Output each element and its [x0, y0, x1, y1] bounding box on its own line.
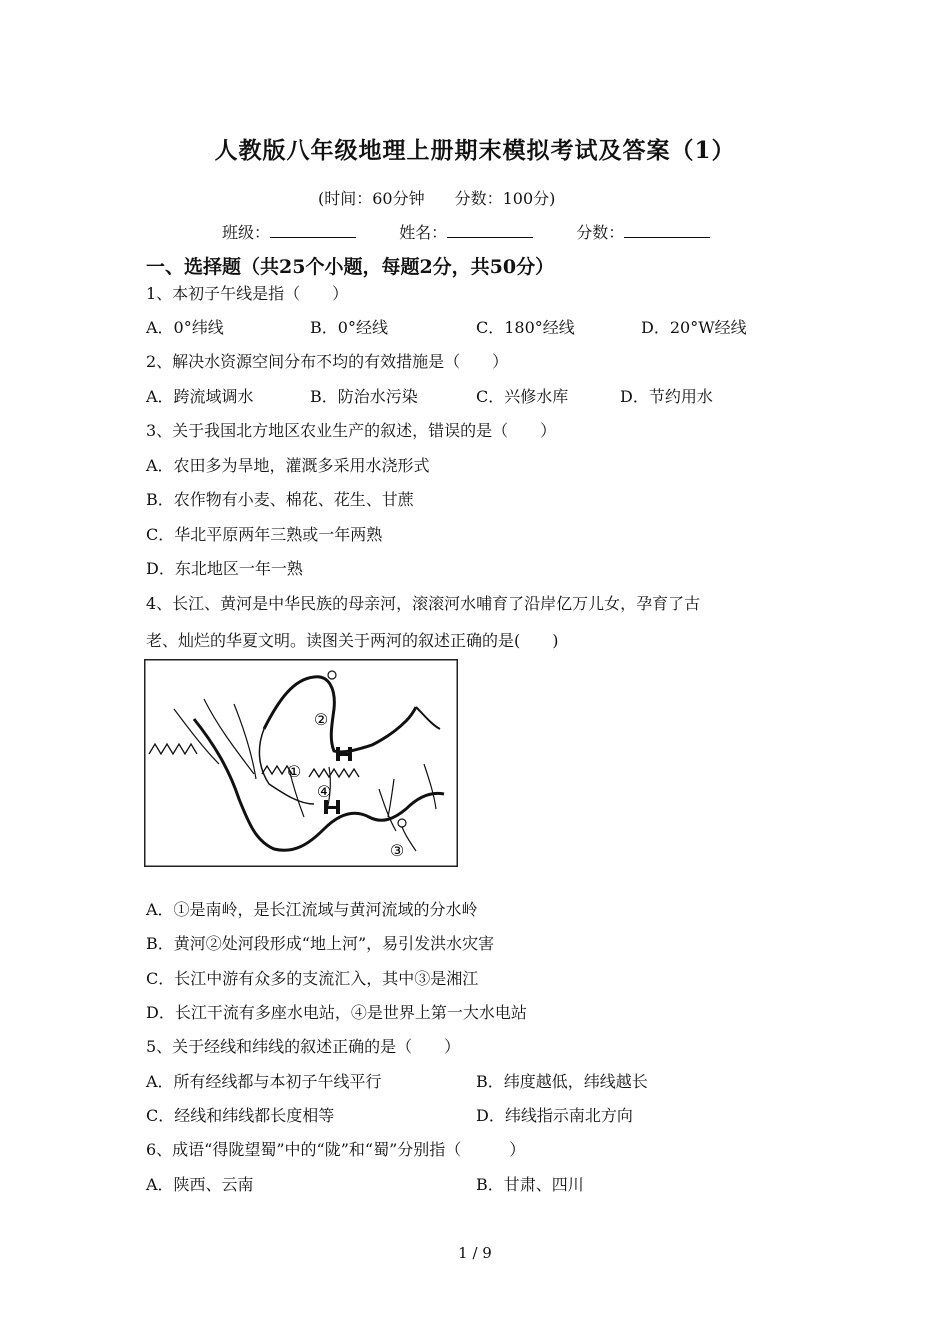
score-label: 分数： [576, 223, 625, 242]
q1-option-b[interactable]: B．0°经线 [310, 318, 388, 337]
q2-option-c[interactable]: C．兴修水库 [476, 387, 569, 406]
exam-info [318, 186, 555, 209]
q3-option-a[interactable]: A．农田多为旱地，灌溉多采用水浇形式 [146, 456, 430, 475]
q2-option-b[interactable]: B．防治水污染 [310, 387, 418, 406]
q4-stem-line1: 4、长江、黄河是中华民族的母亲河，滚滚河水哺育了沿岸亿万儿女，孕育了古 [146, 594, 701, 613]
q3-option-d[interactable]: D．东北地区一年一熟 [146, 559, 303, 578]
q3-stem: 3、关于我国北方地区农业生产的叙述，错误的是（ ） [146, 421, 557, 440]
q5-option-b[interactable]: B．纬度越低，纬线越长 [476, 1072, 648, 1091]
name-label: 姓名： [399, 223, 448, 242]
q5-stem: 5、关于经线和纬线的叙述正确的是（ ） [146, 1037, 461, 1056]
class-blank[interactable] [270, 223, 356, 238]
q2-option-d[interactable]: D．节约用水 [620, 387, 713, 406]
q6-option-a[interactable]: A．陕西、云南 [146, 1175, 254, 1194]
exam-time: (时间：60分钟 [318, 189, 425, 208]
q1-option-d[interactable]: D．20°W经线 [641, 318, 747, 337]
two-rivers-map [144, 659, 458, 867]
name-blank[interactable] [447, 223, 533, 238]
q2-option-a[interactable]: A．跨流域调水 [146, 387, 254, 406]
student-info [222, 220, 748, 243]
class-label: 班级： [222, 223, 271, 242]
map-label-1: ① [286, 762, 302, 781]
q4-option-c[interactable]: C．长江中游有众多的支流汇入，其中③是湘江 [146, 969, 479, 988]
q3-option-b[interactable]: B．农作物有小麦、棉花、花生、甘蔗 [146, 490, 414, 509]
page-title: 人教版八年级地理上册期末模拟考试及答案（1） [214, 137, 736, 164]
q5-option-a[interactable]: A．所有经线都与本初子午线平行 [146, 1072, 382, 1091]
q6-stem: 6、成语“得陇望蜀”中的“陇”和“蜀”分别指（ ） [146, 1140, 526, 1159]
page-number: 1 / 9 [458, 1244, 492, 1262]
q3-option-c[interactable]: C．华北平原两年三熟或一年两熟 [146, 525, 383, 544]
q4-option-d[interactable]: D．长江干流有多座水电站，④是世界上第一大水电站 [146, 1003, 527, 1022]
q5-option-d[interactable]: D．纬线指示南北方向 [476, 1106, 633, 1125]
q4-option-a[interactable]: A．①是南岭，是长江流域与黄河流域的分水岭 [146, 900, 478, 919]
q2-stem: 2、解决水资源空间分布不均的有效措施是（ ） [146, 352, 509, 371]
q1-stem: 1、本初子午线是指（ ） [146, 284, 349, 303]
score-blank[interactable] [624, 223, 710, 238]
q1-option-c[interactable]: C．180°经线 [476, 318, 575, 337]
section-heading: 一、选择题（共25个小题，每题2分，共50分） [146, 256, 555, 278]
q5-option-c[interactable]: C．经线和纬线都长度相等 [146, 1106, 335, 1125]
q4-stem-line2: 老、灿烂的华夏文明。读图关于两河的叙述正确的是( ) [146, 631, 559, 650]
q1-option-a[interactable]: A．0°纬线 [146, 318, 224, 337]
map-label-3: ③ [389, 841, 405, 860]
exam-score: 分数：100分) [454, 189, 556, 208]
q4-option-b[interactable]: B．黄河②处河段形成“地上河”，易引发洪水灾害 [146, 934, 495, 953]
map-label-2: ② [313, 710, 329, 729]
map-label-4: ④ [316, 782, 332, 801]
q6-option-b[interactable]: B．甘肃、四川 [476, 1175, 584, 1194]
